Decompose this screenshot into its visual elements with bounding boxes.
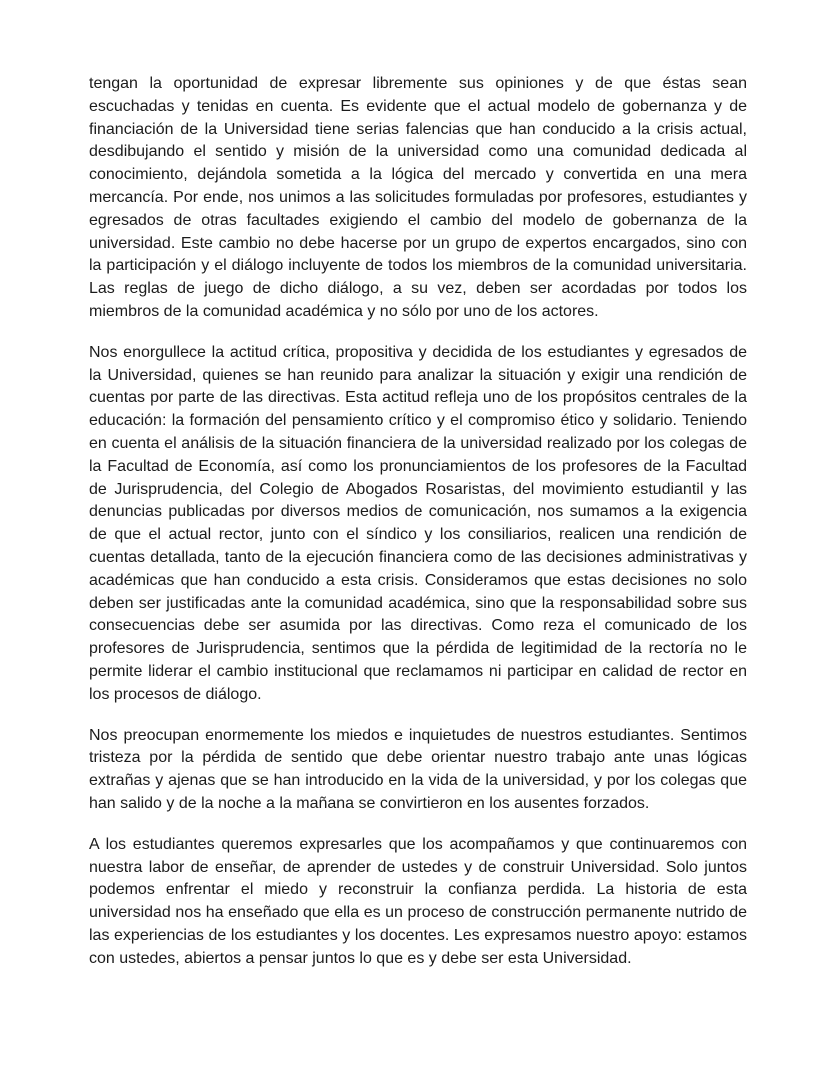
paragraph-4: A los estudiantes queremos expresarles que los acompañamos y que continuaremos con nuestra labor de enseñar, de aprender de ustedes y de construir Universidad. Solo juntos podemos enfrentar el miedo y reconstruir la confianza perdida. La historia de esta universidad nos ha enseñado que ella es un proceso de construcción permanente nutrido de las experiencias de los estudiantes y los docentes. Les expresamos nuestro apoyo: estamos con ustedes, abiertos a pensar juntos lo que es y debe ser esta Universidad.: [89, 835, 747, 967]
paragraph-2: Nos enorgullece la actitud crítica, propositiva y decidida de los estudiantes y egresados de la Universidad, quienes se han reunido para analizar la situación y exigir una rendición de cuentas por parte de las directivas. Esta actitud refleja uno de los propósitos centrales de la educación: la formación del pensamiento crítico y el compromiso ético y solidario. Teniendo en cuenta el análisis de la situación financiera de la universidad realizado por los colegas de la Facultad de Economía, así como los pronunciamientos de los profesores de la Facultad de Jurisprudencia, del Colegio de Abogados Rosaristas, del movimiento estudiantil y las denuncias publicadas por diversos medios de comunicación, nos sumamos a la exigencia de que el actual rector, junto con el síndico y los consiliarios, realicen una rendición de cuentas detallada, tanto de la ejecución financiera como de las decisiones administrativas y académicas que han conducido a esta crisis. Consideramos que estas decisiones no solo deben ser justificadas ante la comunidad académica, sino que la responsabilidad sobre sus consecuencias debe ser asumida por las directivas. Como reza el comunicado de los profesores de Jurisprudencia, sentimos que la pérdida de legitimidad de la rectoría no le permite liderar el cambio institucional que reclamamos ni participar en calidad de rector en los procesos de diálogo.: [89, 343, 747, 703]
paragraph-1: tengan la oportunidad de expresar libremente sus opiniones y de que éstas sean escuchadas y tenidas en cuenta. Es evidente que el actual modelo de gobernanza y de financiación de la Universidad tiene serias falencias que han conducido a la crisis actual, desdibujando el sentido y misión de la universidad como una comunidad dedicada al conocimiento, dejándola sometida a la lógica del mercado y convertida en una mera mercancía. Por ende, nos unimos a las solicitudes formuladas por profesores, estudiantes y egresados de otras facultades exigiendo el cambio del modelo de gobernanza de la universidad. Este cambio no debe hacerse por un grupo de expertos encargados, sino con la participación y el diálogo incluyente de todos los miembros de la comunidad universitaria. Las reglas de juego de dicho diálogo, a su vez, deben ser acordadas por todos los miembros de la comunidad académica y no sólo por uno de los actores.: [89, 75, 747, 320]
paragraph-3: Nos preocupan enormemente los miedos e inquietudes de nuestros estudiantes. Sentimos tristeza por la pérdida de sentido que debe orientar nuestro trabajo ante unas lógicas extrañas y ajenas que se han introducido en la vida de la universidad, y por los colegas que han salido y de la noche a la mañana se convirtieron en los ausentes forzados.: [89, 726, 747, 812]
document-body: [89, 73, 747, 970]
